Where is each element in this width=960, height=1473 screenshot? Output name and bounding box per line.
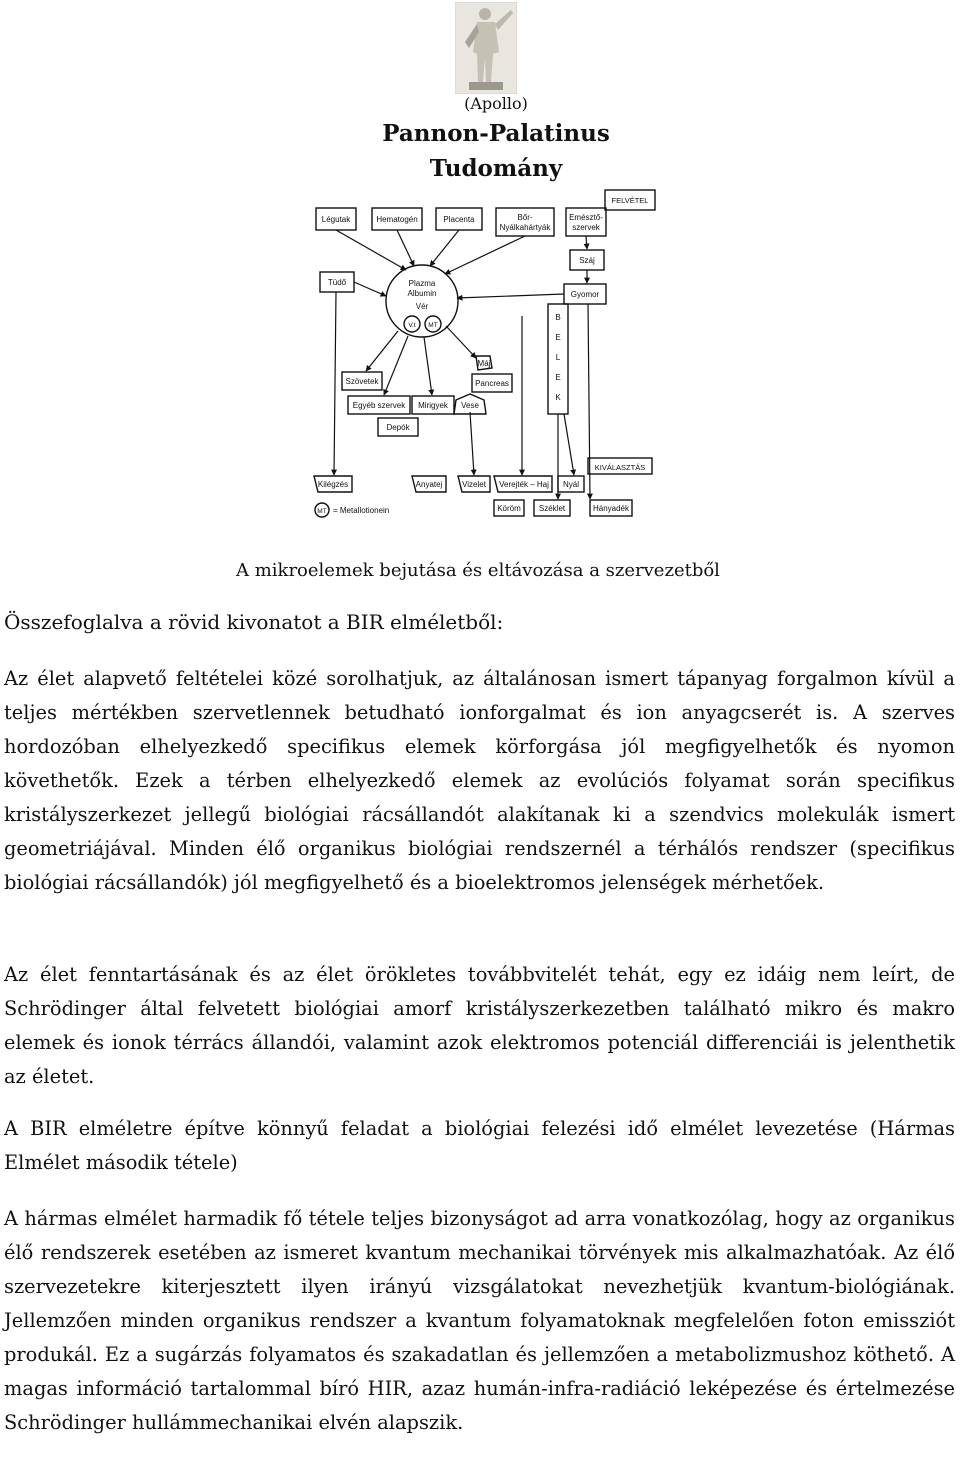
svg-text:Hematogén: Hematogén xyxy=(376,215,418,224)
svg-text:Bőr-: Bőr- xyxy=(517,213,533,222)
svg-text:KIVÁLASZTÁS: KIVÁLASZTÁS xyxy=(594,463,646,472)
svg-text:Emésztő-: Emésztő- xyxy=(569,213,603,222)
figure-caption: A mikroelemek bejutása és eltávozása a szervezetből xyxy=(236,560,720,581)
svg-text:Tüdő: Tüdő xyxy=(327,278,347,287)
paragraph: Az élet alapvető feltételei közé sorolhatjuk, az általánosan ismert tápanyag forgalmon kívül a teljes mértékben szervetlennek betudható ionforgalmat és ion anyagcserét is. A szerves hordozóban elhelyezkedő specifikus elemek körforgása jól megfigyelhetők és nyomon követhetők. Ezek a térben elhelyezkedő elemek az evolúciós folyamat során specifikus kristályszerkezet jellegű biológiai rácsállandót alakítanak ki a szendvics molekulák ismert geometriájával. Minden élő organikus biológiai rendszernél a térhálós rendszer (specifikus biológiai rácsállandók) jól megfigyelhető és a bioelektromos jelenségek mérhetőek. xyxy=(4,667,955,894)
svg-text:Hányadék: Hányadék xyxy=(592,504,630,513)
summary-heading: Összefoglalva a rövid kivonatot a BIR elméletből: xyxy=(4,610,504,634)
svg-text:V.t: V.t xyxy=(408,322,416,329)
svg-text:Vér: Vér xyxy=(415,302,429,311)
svg-text:Vizelet: Vizelet xyxy=(462,480,486,489)
apollo-statue-image xyxy=(455,2,517,94)
svg-text:szervek: szervek xyxy=(572,223,600,232)
svg-text:B: B xyxy=(555,313,561,322)
svg-text:Száj: Száj xyxy=(579,256,595,265)
svg-text:FELVÉTEL: FELVÉTEL xyxy=(611,196,649,205)
svg-text:Vese: Vese xyxy=(461,401,479,410)
page-subtitle: Tudomány xyxy=(429,155,563,182)
svg-text:Széklet: Széklet xyxy=(538,504,566,513)
svg-text:Plazma: Plazma xyxy=(408,279,436,288)
svg-text:Kilégzés: Kilégzés xyxy=(317,480,349,489)
svg-text:Nyálkahártyák: Nyálkahártyák xyxy=(499,223,551,232)
svg-text:Nyál: Nyál xyxy=(562,480,580,489)
paragraph: Az élet fenntartásának és az élet örökletes továbbvitelét tehát, egy ez idáig nem leírt, de Schrödinger által felvetett biológiai amorf kristályszerkezetben található mikro és makro elemek és ionok térrács állandói, valamint azok elektromos potenciál differenciái is jelenthetik az életet. xyxy=(4,963,955,1088)
svg-text:K: K xyxy=(555,393,561,402)
svg-text:MT: MT xyxy=(317,508,327,515)
svg-text:Pancreas: Pancreas xyxy=(475,379,509,388)
svg-text:Szövetek: Szövetek xyxy=(345,377,379,386)
svg-text:Egyéb szervek: Egyéb szervek xyxy=(352,401,406,410)
svg-text:Máj: Máj xyxy=(477,359,491,368)
svg-text:E: E xyxy=(555,333,561,342)
svg-text:Gyomor: Gyomor xyxy=(570,290,600,299)
svg-text:= Metallotionein: = Metallotionein xyxy=(333,506,390,515)
svg-text:E: E xyxy=(555,373,561,382)
svg-text:Köröm: Köröm xyxy=(497,504,521,513)
svg-text:Albumin: Albumin xyxy=(407,289,437,298)
page-title: Pannon-Palatinus xyxy=(382,120,610,147)
svg-text:Mirigyek: Mirigyek xyxy=(418,401,448,410)
paragraph: A hármas elmélet harmadik fő tétele teljes bizonyságot ad arra vonatkozólag, hogy az organikus élő rendszerek esetében az ismeret kvantum mechanikai törvények mis alkalmazhatóak. Az élő szervezetekre kiterjesztett ilyen irányú vizsgálatokat nevezhetjük kvantum-biológiának. Jellemzően minden organikus rendszer a kvantum folyamatoknak megfelelően foton emissziót produkál. Ez a sugárzás folyamatos és szakadatlan és jellemzően a metabolizmushoz köthető. A magas információ tartalommal bíró HIR, azaz humán-infra-radiáció leképezése és értelmezése Schrödinger hullámmechanikai elvén alapszik. xyxy=(4,1207,955,1434)
svg-text:Légutak: Légutak xyxy=(321,215,351,224)
svg-text:MT: MT xyxy=(428,322,438,329)
svg-text:Anyatej: Anyatej xyxy=(415,480,443,489)
svg-text:Verejték – Haj: Verejték – Haj xyxy=(499,480,549,489)
paragraph: A BIR elméletre építve könnyű feladat a biológiai felezési idő elmélet levezetése (Hármas Elmélet második tétele) xyxy=(4,1117,955,1174)
statue-caption: (Apollo) xyxy=(464,94,528,113)
svg-text:L: L xyxy=(555,353,561,362)
svg-text:Placenta: Placenta xyxy=(443,215,475,224)
svg-text:Depók: Depók xyxy=(386,423,410,432)
microelement-flow-diagram xyxy=(300,186,660,526)
